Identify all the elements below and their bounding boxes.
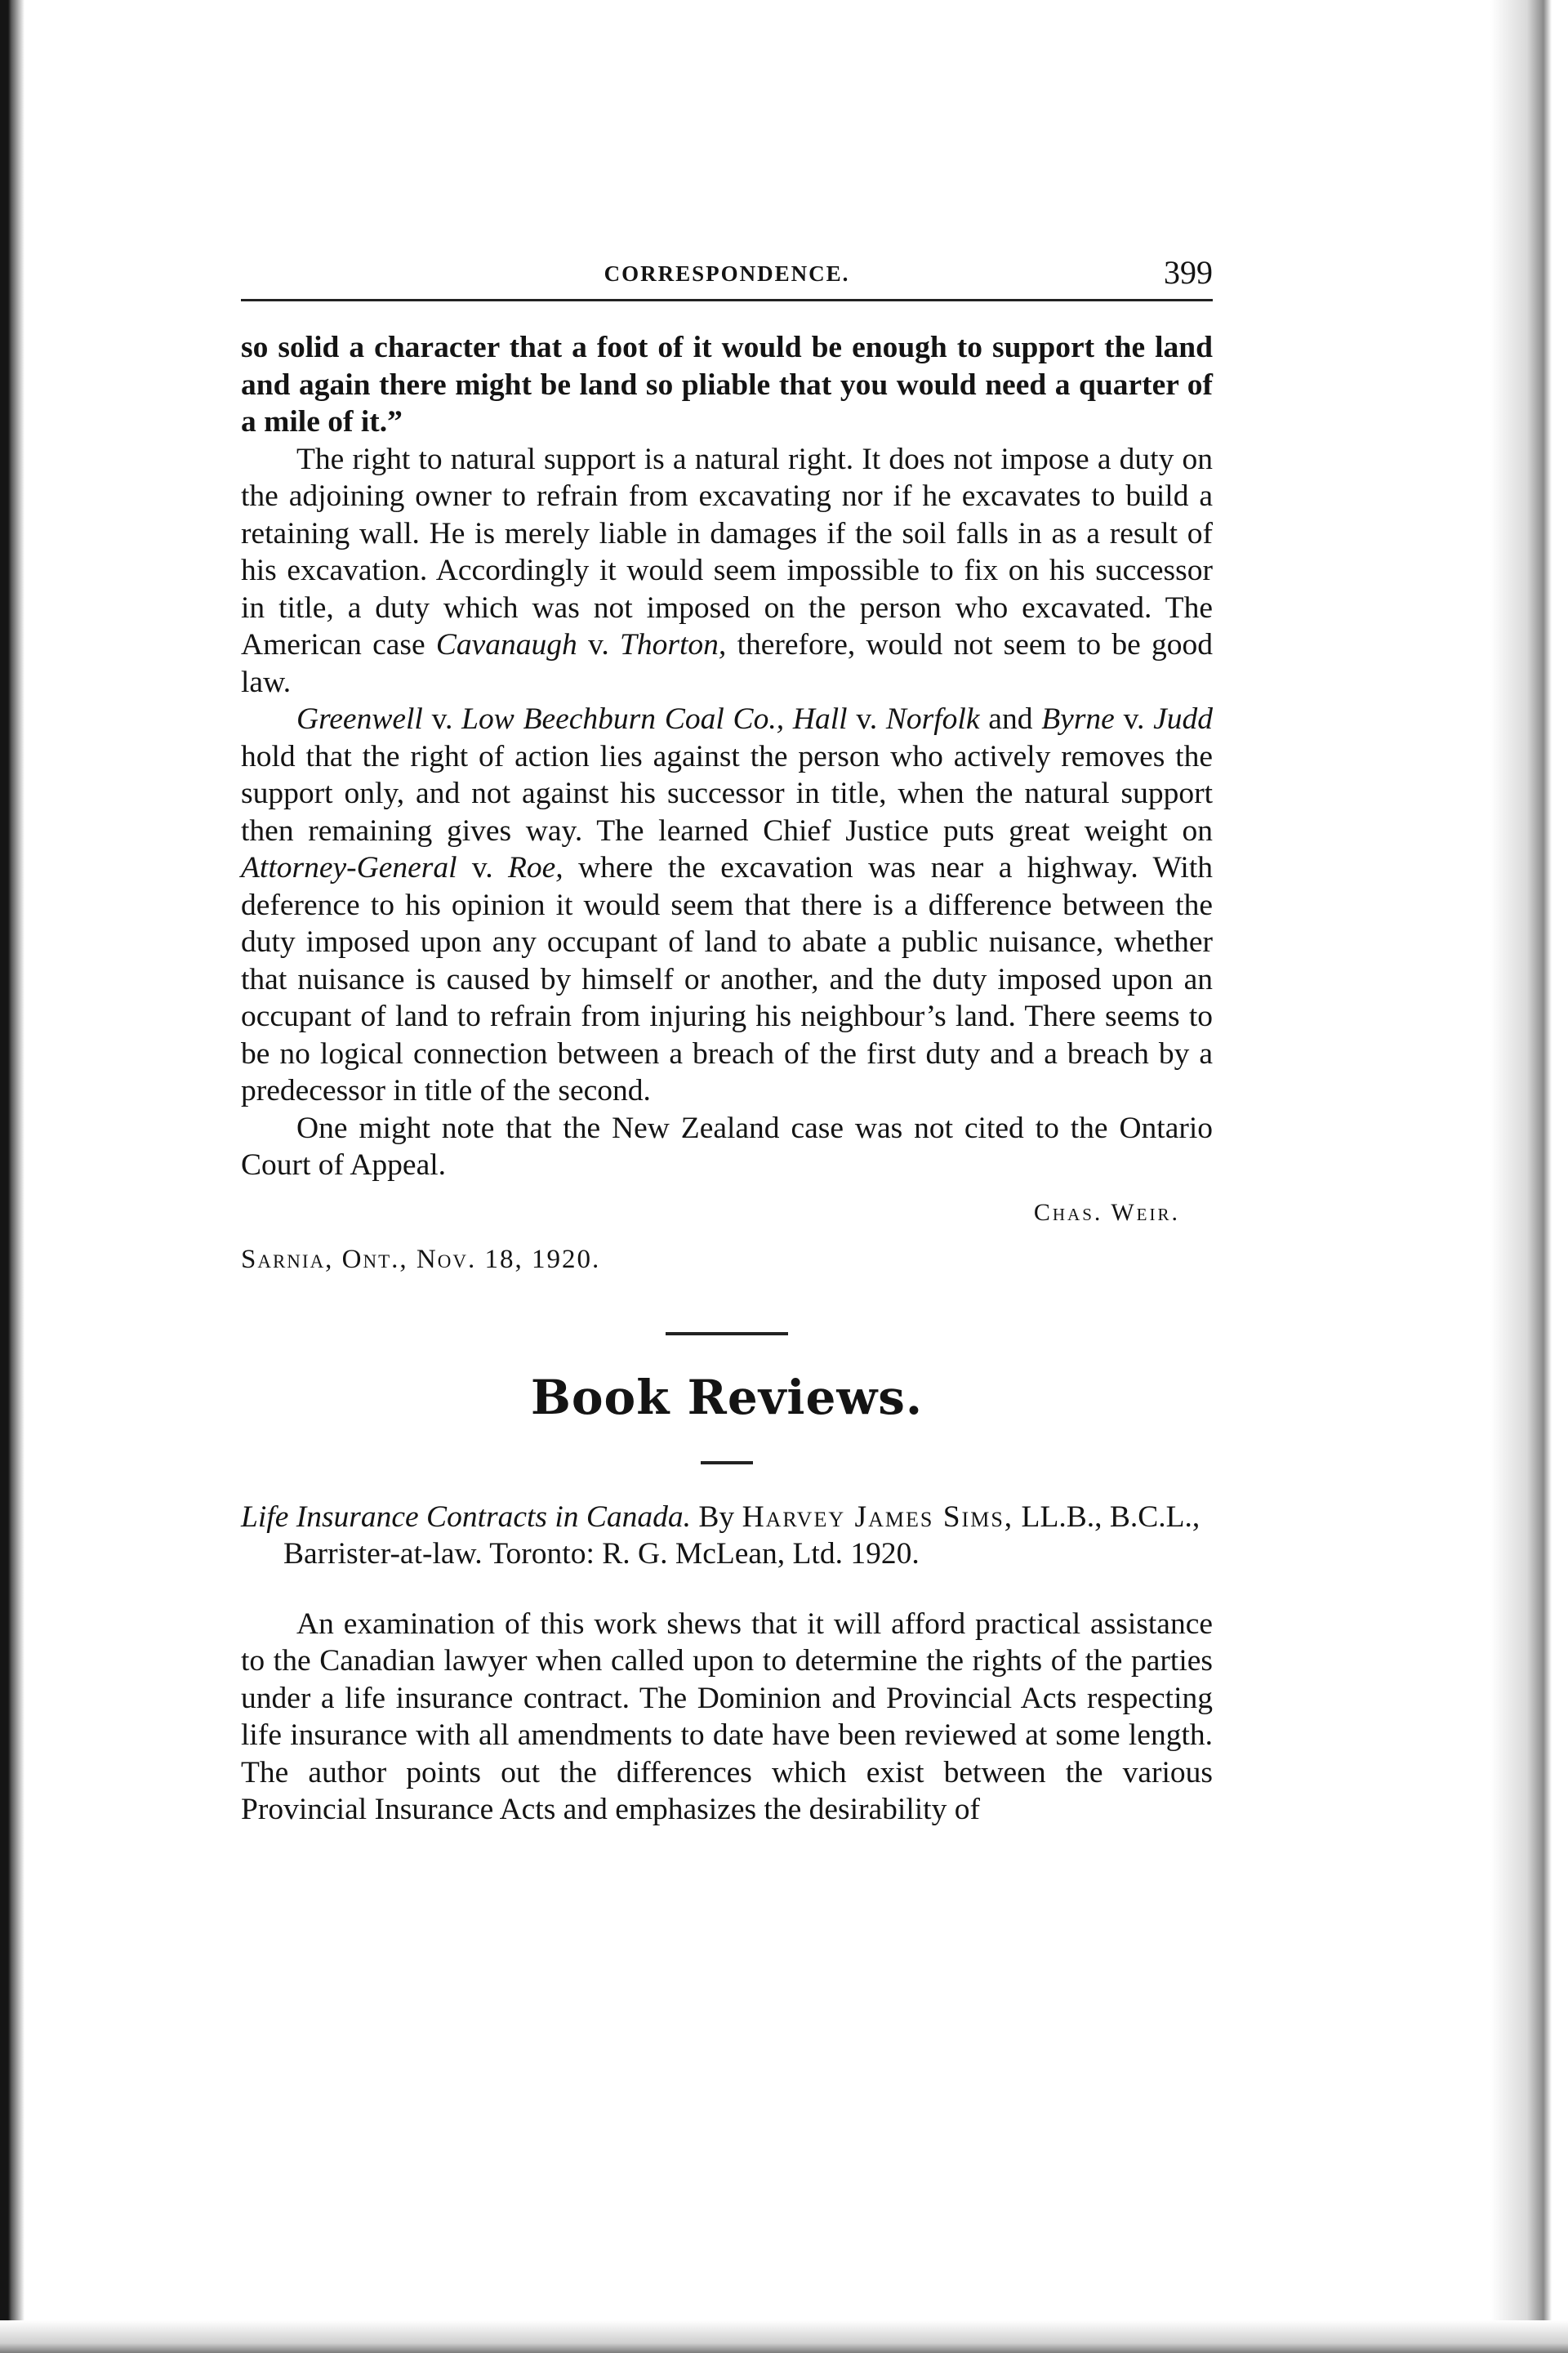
paragraph-natural-right <box>241 441 1213 702</box>
review-paragraph: An examination of this work shews that it will afford practical assistance to the Canadian lawyer when called upon to determine the rights of the parties under a life insurance contract. The Dominion and Provincial Acts respecting life insurance with all amendments to date have been reviewed at some length. The author points out the differences which exist between the various Provincial Insurance Acts and emphasizes the desirability of <box>241 1607 1213 1826</box>
section-title: Book Reviews. <box>530 1369 924 1425</box>
case-name: Byrne <box>1041 702 1115 736</box>
case-name: Judd <box>1153 702 1214 736</box>
header-rule <box>241 299 1213 301</box>
paragraph-text: where the excavation was near a highway. With deference to his opinion it would seem that there is a difference between the duty imposed upon any occupant of land to abate a public nuisance, whether that nuisance is caused by himself or another, and the duty imposed upon an occupant of land to refrain from injuring his neighbour’s land. There seems to be no logical connection between a breach of the first duty and a breach by a predecessor in title of the second. <box>241 851 1213 1107</box>
review-by: By <box>698 1500 735 1534</box>
review-body <box>241 1606 1213 1829</box>
book-title: Life Insurance Contracts in Canada. <box>241 1500 692 1534</box>
case-name: Cavanaugh <box>435 628 577 662</box>
book-details: LL.B., B.C.L., Barrister-at-law. Toronto: R. G. McLean, Ltd. 1920. <box>283 1500 1200 1571</box>
paragraph-text: hold that the right of action lies against the person who actively removes the support only, and not against his successor in title, when the natural support then remaining gives way. The learned Chief Justice puts great weight on <box>241 739 1213 848</box>
section-divider <box>666 1332 788 1335</box>
signature: Chas. Weir. <box>1033 1198 1180 1226</box>
scan-right-edge <box>1490 0 1568 2353</box>
case-name: Attorney-General <box>241 851 457 885</box>
case-versus: v. <box>588 628 609 662</box>
paragraph-text: therefore, would not seem to be good law. <box>241 628 1214 699</box>
paragraph-text: The right to natural support is a natural right. It does not impose a duty on the adjoining owner to refrain from excavating nor if he excavates to build a retaining wall. He is merely liable in damages if the soil falls in as a result of his excavation. Accordingly it would seem impossible to fix on his successor in title, a duty which was not imposed on the person who excavated. The American case <box>241 442 1213 662</box>
scan-left-edge <box>0 0 24 2353</box>
case-name: Thorton, <box>620 628 727 662</box>
case-name: Hall <box>792 702 848 736</box>
scan-bottom-edge <box>0 2320 1568 2353</box>
paragraph-text: and <box>988 702 1033 736</box>
paragraph-continued: so solid a character that a foot of it would be enough to support the land and again there might be land so pliable that you would need a quarter of a mile of it.” <box>241 331 1213 439</box>
page-number: 399 <box>1164 254 1213 291</box>
section-title-rule <box>701 1461 753 1464</box>
running-head <box>241 253 1213 296</box>
letter-body <box>241 329 1213 1184</box>
case-name: Greenwell <box>296 702 423 736</box>
page-content <box>241 253 1213 1829</box>
case-versus: v. <box>856 702 878 736</box>
book-author: Harvey James Sims, <box>742 1500 1014 1534</box>
paragraph-closing: One might note that the New Zealand case was not cited to the Ontario Court of Appeal. <box>241 1111 1213 1182</box>
dateline: Sarnia, Ont., Nov. 18, 1920. <box>241 1244 601 1274</box>
case-name: Roe, <box>507 851 564 885</box>
case-versus: v. <box>1123 702 1145 736</box>
paragraph-cases <box>241 701 1213 1110</box>
case-versus: v. <box>471 851 493 885</box>
review-citation <box>241 1499 1213 1573</box>
running-title: CORRESPONDENCE. <box>604 261 850 286</box>
case-name: Low Beechburn Coal Co., <box>461 702 785 736</box>
case-name: Norfolk <box>885 702 980 736</box>
case-versus: v. <box>431 702 453 736</box>
